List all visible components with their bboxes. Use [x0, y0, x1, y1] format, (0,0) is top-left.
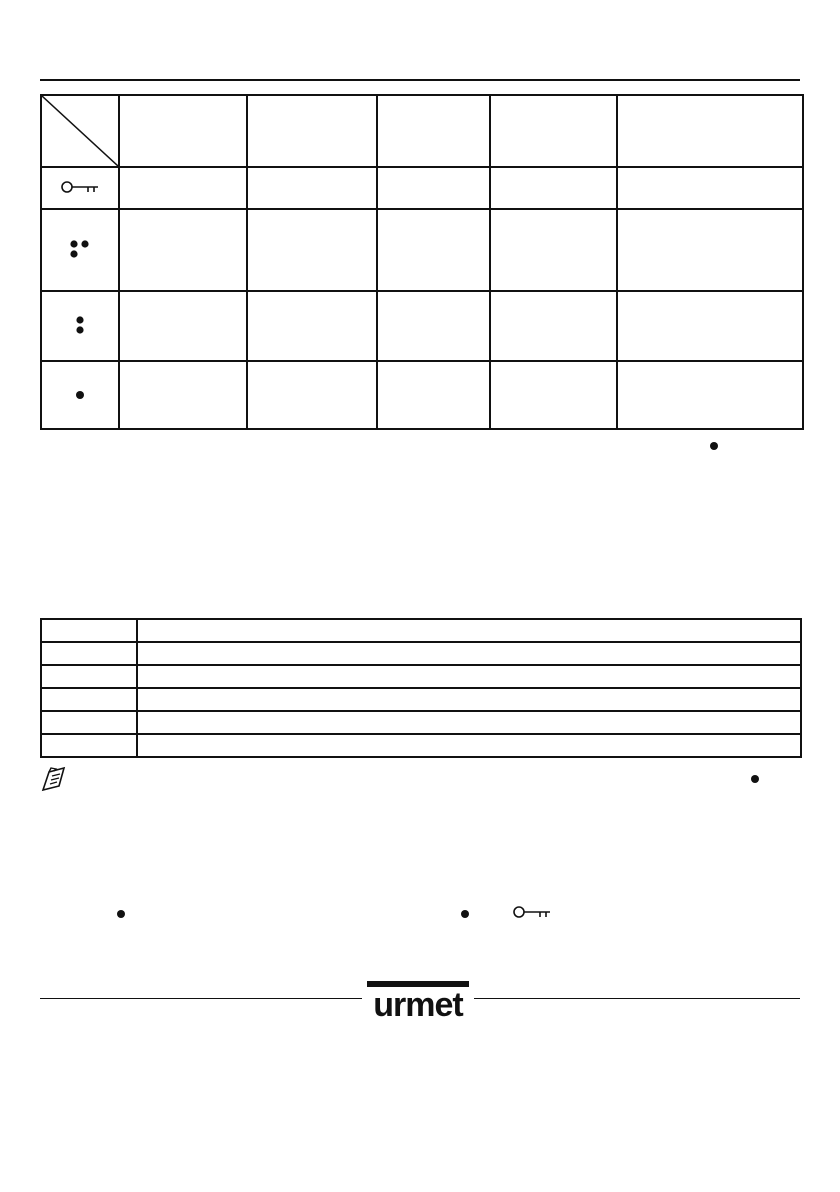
key-icon: [60, 180, 100, 194]
legend-label: [41, 619, 137, 642]
three-dots-icon: [68, 238, 92, 260]
one-dot-icon: [76, 391, 84, 399]
legend-value: [137, 665, 801, 688]
table-cell: [119, 209, 247, 291]
table-cell: [617, 361, 803, 429]
column-header: [490, 95, 617, 167]
diagonal-line: [42, 96, 118, 166]
row-icon-cell: [41, 291, 119, 361]
svg-text:urmet: urmet: [373, 986, 463, 1020]
row-icon-cell: [41, 361, 119, 429]
table-cell: [377, 291, 490, 361]
two-dots-icon: [74, 314, 86, 336]
dot-icon: [751, 775, 759, 783]
row-icon-cell: [41, 167, 119, 209]
table-cell: [377, 361, 490, 429]
table-cell: [247, 209, 377, 291]
table-cell: [617, 209, 803, 291]
legend-label: [41, 665, 137, 688]
column-header: [247, 95, 377, 167]
legend-value: [137, 734, 801, 757]
legend-value: [137, 619, 801, 642]
legend-value: [137, 711, 801, 734]
table-cell: [617, 167, 803, 209]
legend-label: [41, 711, 137, 734]
table-cell: [247, 361, 377, 429]
table-cell: [377, 209, 490, 291]
column-header: [119, 95, 247, 167]
table-cell: [247, 167, 377, 209]
footer-rule-right: [474, 998, 800, 999]
legend-value: [137, 642, 801, 665]
table-cell: [490, 361, 617, 429]
note-pencil-icon: [40, 766, 72, 792]
footer-rule-left: [40, 998, 362, 999]
legend-label: [41, 688, 137, 711]
table-cell: [119, 291, 247, 361]
table-cell: [490, 291, 617, 361]
legend-table: [40, 618, 800, 754]
row-icon-cell: [41, 209, 119, 291]
table-cell: [490, 209, 617, 291]
urmet-logo: [366, 980, 470, 1020]
legend-label: [41, 734, 137, 757]
key-icon: [512, 905, 552, 919]
table-cell: [247, 291, 377, 361]
dot-icon: [461, 910, 469, 918]
column-header: [377, 95, 490, 167]
top-rule: [40, 79, 800, 81]
table-cell: [119, 167, 247, 209]
dot-icon: [117, 910, 125, 918]
table-cell: [490, 167, 617, 209]
legend-label: [41, 642, 137, 665]
dot-icon: [710, 442, 718, 450]
column-header: [617, 95, 803, 167]
programming-table: [40, 94, 802, 430]
table-cell: [119, 361, 247, 429]
table-cell: [617, 291, 803, 361]
corner-cell: [41, 95, 119, 167]
legend-value: [137, 688, 801, 711]
table-cell: [377, 167, 490, 209]
